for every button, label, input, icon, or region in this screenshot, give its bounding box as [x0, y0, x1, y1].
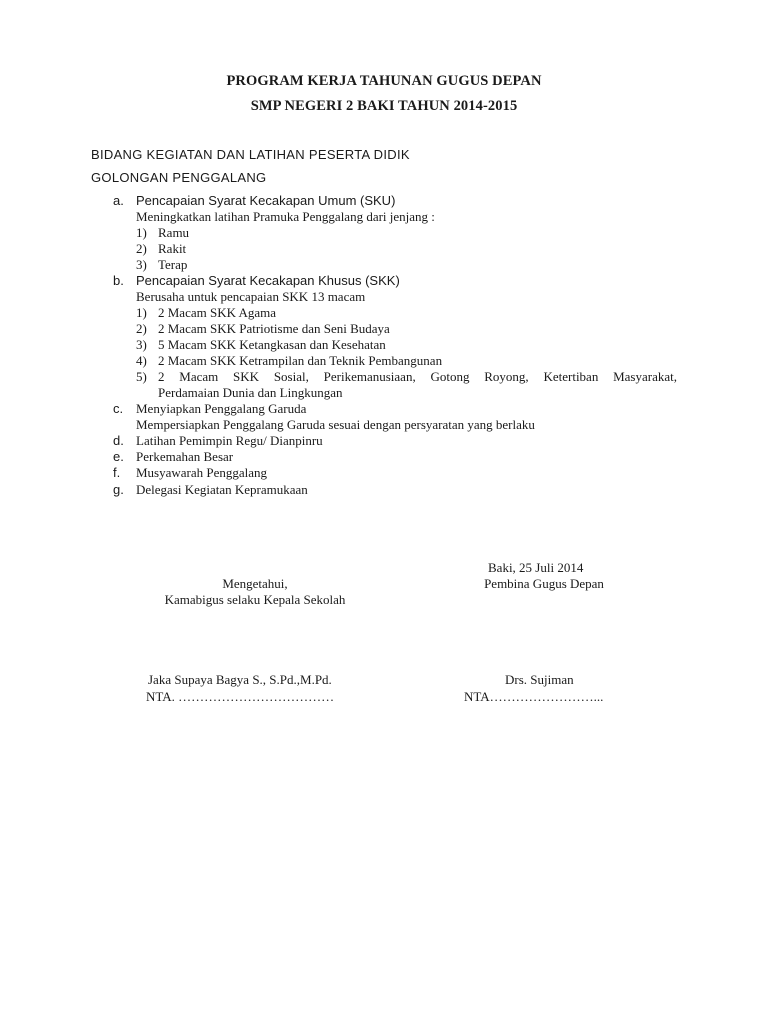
- item-heading-c: Menyiapkan Penggalang Garuda: [136, 401, 307, 416]
- sub-num-b-5: 5): [136, 369, 147, 384]
- item-heading-e: Perkemahan Besar: [136, 449, 234, 464]
- item-heading-d: Latihan Pemimpin Regu/ Dianpinru: [136, 433, 323, 448]
- section-heading-golongan: GOLONGAN PENGGALANG: [91, 170, 267, 185]
- sub-text-b-1: 2 Macam SKK Agama: [158, 305, 277, 320]
- place-date: Baki, 25 Juli 2014: [488, 560, 584, 575]
- sub-text-b-2: 2 Macam SKK Patriotisme dan Seni Budaya: [158, 321, 390, 336]
- sub-num-a-3: 3): [136, 257, 147, 272]
- document-title-line-2: SMP NEGERI 2 BAKI TAHUN 2014-2015: [250, 98, 518, 114]
- left-signer-title-2: Kamabigus selaku Kepala Sekolah: [164, 592, 346, 607]
- item-heading-g: Delegasi Kegiatan Kepramukaan: [136, 482, 308, 497]
- item-heading-a: Pencapaian Syarat Kecakapan Umum (SKU): [136, 193, 396, 208]
- sub-num-a-1: 1): [136, 225, 147, 240]
- item-desc-b: Berusaha untuk pencapaian SKK 13 macam: [136, 289, 366, 304]
- sub-num-b-2: 2): [136, 321, 147, 336]
- sub-text-b-5-continued: Perdamaian Dunia dan Lingkungan: [158, 385, 343, 400]
- item-marker-g: g.: [113, 482, 124, 497]
- sub-text-a-2: Rakit: [158, 241, 187, 256]
- item-marker-e: e.: [113, 449, 124, 464]
- sub-text-a-3: Terap: [158, 257, 188, 272]
- item-marker-f: f.: [113, 465, 121, 480]
- item-desc-c: Mempersiapkan Penggalang Garuda sesuai dengan persyaratan yang berlaku: [136, 417, 535, 432]
- right-signer-nta: NTA……………………...: [464, 689, 604, 704]
- sub-num-b-3: 3): [136, 337, 147, 352]
- item-marker-b: b.: [113, 273, 124, 288]
- sub-num-a-2: 2): [136, 241, 147, 256]
- right-signer-name: Drs. Sujiman: [505, 672, 574, 687]
- item-heading-f: Musyawarah Penggalang: [136, 465, 268, 480]
- item-marker-d: d.: [113, 433, 124, 448]
- section-heading-bidang: BIDANG KEGIATAN DAN LATIHAN PESERTA DIDIK: [91, 147, 410, 162]
- item-desc-a: Meningkatkan latihan Pramuka Penggalang dari jenjang :: [136, 209, 435, 224]
- left-signer-name: Jaka Supaya Bagya S., S.Pd.,M.Pd.: [148, 672, 332, 687]
- sub-text-a-1: Ramu: [158, 225, 190, 240]
- sub-text-b-5: 2 Macam SKK Sosial, Perikemanusiaan, Gotong Royong, Ketertiban Masyarakat,: [158, 369, 677, 384]
- sub-num-b-4: 4): [136, 353, 147, 368]
- item-marker-a: a.: [113, 193, 124, 208]
- sub-text-b-3: 5 Macam SKK Ketangkasan dan Kesehatan: [158, 337, 386, 352]
- sub-num-b-1: 1): [136, 305, 147, 320]
- left-signer-title-1: Mengetahui,: [222, 576, 288, 591]
- item-marker-c: c.: [113, 401, 124, 416]
- left-signer-nta: NTA. ………………………………: [146, 689, 335, 704]
- right-signer-title: Pembina Gugus Depan: [484, 576, 604, 591]
- sub-text-b-4: 2 Macam SKK Ketrampilan dan Teknik Pembangunan: [158, 353, 443, 368]
- item-heading-b: Pencapaian Syarat Kecakapan Khusus (SKK): [136, 273, 400, 288]
- document-title-line-1: PROGRAM KERJA TAHUNAN GUGUS DEPAN: [226, 73, 542, 89]
